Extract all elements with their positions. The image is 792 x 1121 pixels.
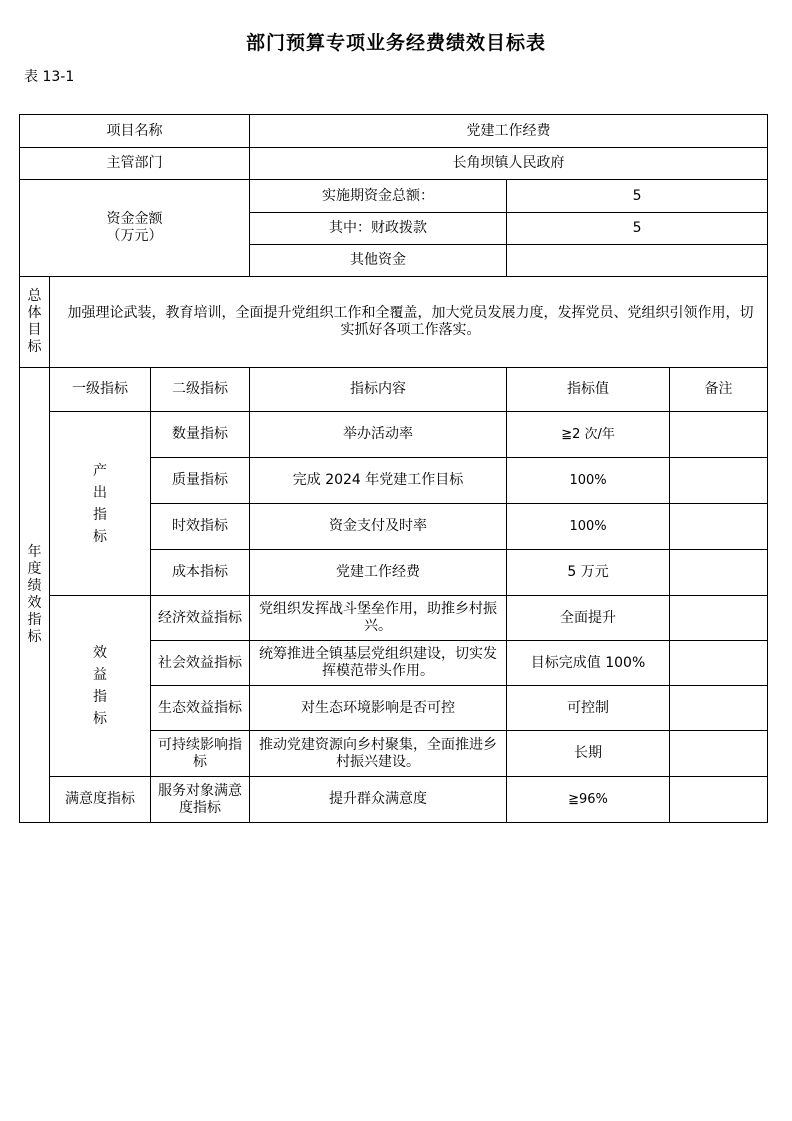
content-cell: 资金支付及时率 (250, 504, 507, 550)
benefit-indicators-label: 效益指标 (50, 596, 151, 777)
value-cell: 全面提升 (507, 596, 670, 641)
value-cell: 可控制 (507, 686, 670, 731)
level2-cell: 数量指标 (151, 412, 250, 458)
level2-cell: 服务对象满意度指标 (151, 777, 250, 823)
level2-cell: 时效指标 (151, 504, 250, 550)
remark-cell (670, 686, 768, 731)
remark-cell (670, 731, 768, 777)
overall-goal-text: 加强理论武装，教育培训，全面提升党组织工作和全覆盖，加大党员发展力度，发挥党员、党组织引领作用，切实抓好各项工作落实。 (50, 277, 768, 368)
content-cell: 统筹推进全镇基层党组织建设，切实发挥模范带头作用。 (250, 641, 507, 686)
project-name-label: 项目名称 (20, 115, 250, 148)
remark-cell (670, 458, 768, 504)
value-cell: ≧96% (507, 777, 670, 823)
remark-cell (670, 596, 768, 641)
funds-other-value (507, 245, 768, 277)
value-cell: 100% (507, 504, 670, 550)
funds-label-line1: 资金金额 (106, 211, 163, 227)
page-title: 部门预算专项业务经费绩效目标表 (245, 32, 546, 54)
content-cell: 党建工作经费 (250, 550, 507, 596)
row-department (20, 148, 768, 180)
funds-total-label: 实施期资金总额： (250, 180, 507, 213)
department-value: 长角坝镇人民政府 (250, 148, 768, 180)
table-row (20, 777, 768, 823)
row-project-name (20, 115, 768, 148)
annual-indicators-label: 年度绩效指标 (20, 368, 50, 823)
header-value: 指标值 (507, 368, 670, 412)
value-cell: ≧2 次/年 (507, 412, 670, 458)
funds-total-value: 5 (507, 180, 768, 213)
header-level2: 二级指标 (151, 368, 250, 412)
row-indicator-headers (20, 368, 768, 412)
funds-fiscal-label: 其中：财政拨款 (250, 213, 507, 245)
satisfaction-indicators-label: 满意度指标 (50, 777, 151, 823)
level2-cell: 成本指标 (151, 550, 250, 596)
value-cell: 5 万元 (507, 550, 670, 596)
row-overall-goal (20, 277, 768, 368)
value-cell: 100% (507, 458, 670, 504)
funds-label-line2: （万元） (106, 228, 163, 244)
project-name-value: 党建工作经费 (250, 115, 768, 148)
content-cell: 党组织发挥战斗堡垒作用，助推乡村振兴。 (250, 596, 507, 641)
funds-label (20, 180, 250, 277)
content-cell: 对生态环境影响是否可控 (250, 686, 507, 731)
level2-cell: 社会效益指标 (151, 641, 250, 686)
content-cell: 推动党建资源向乡村聚集，全面推进乡村振兴建设。 (250, 731, 507, 777)
output-indicators-label: 产出指标 (50, 412, 151, 596)
funds-other-label: 其他资金 (250, 245, 507, 277)
level2-cell: 经济效益指标 (151, 596, 250, 641)
header-remark: 备注 (670, 368, 768, 412)
level2-cell: 生态效益指标 (151, 686, 250, 731)
value-cell: 目标完成值 100% (507, 641, 670, 686)
remark-cell (670, 550, 768, 596)
content-cell: 提升群众满意度 (250, 777, 507, 823)
level2-cell: 质量指标 (151, 458, 250, 504)
funds-fiscal-value: 5 (507, 213, 768, 245)
table-row (20, 412, 768, 458)
overall-goal-label: 总体目标 (20, 277, 50, 368)
department-label: 主管部门 (20, 148, 250, 180)
value-cell: 长期 (507, 731, 670, 777)
remark-cell (670, 412, 768, 458)
content-cell: 举办活动率 (250, 412, 507, 458)
remark-cell (670, 504, 768, 550)
header-content: 指标内容 (250, 368, 507, 412)
table-row (20, 596, 768, 641)
table-number: 表 13-1 (24, 69, 75, 85)
remark-cell (670, 641, 768, 686)
level2-cell: 可持续影响指标 (151, 731, 250, 777)
performance-table (19, 114, 768, 823)
content-cell: 完成 2024 年党建工作目标 (250, 458, 507, 504)
header-level1: 一级指标 (50, 368, 151, 412)
row-funds-total (20, 180, 768, 213)
remark-cell (670, 777, 768, 823)
